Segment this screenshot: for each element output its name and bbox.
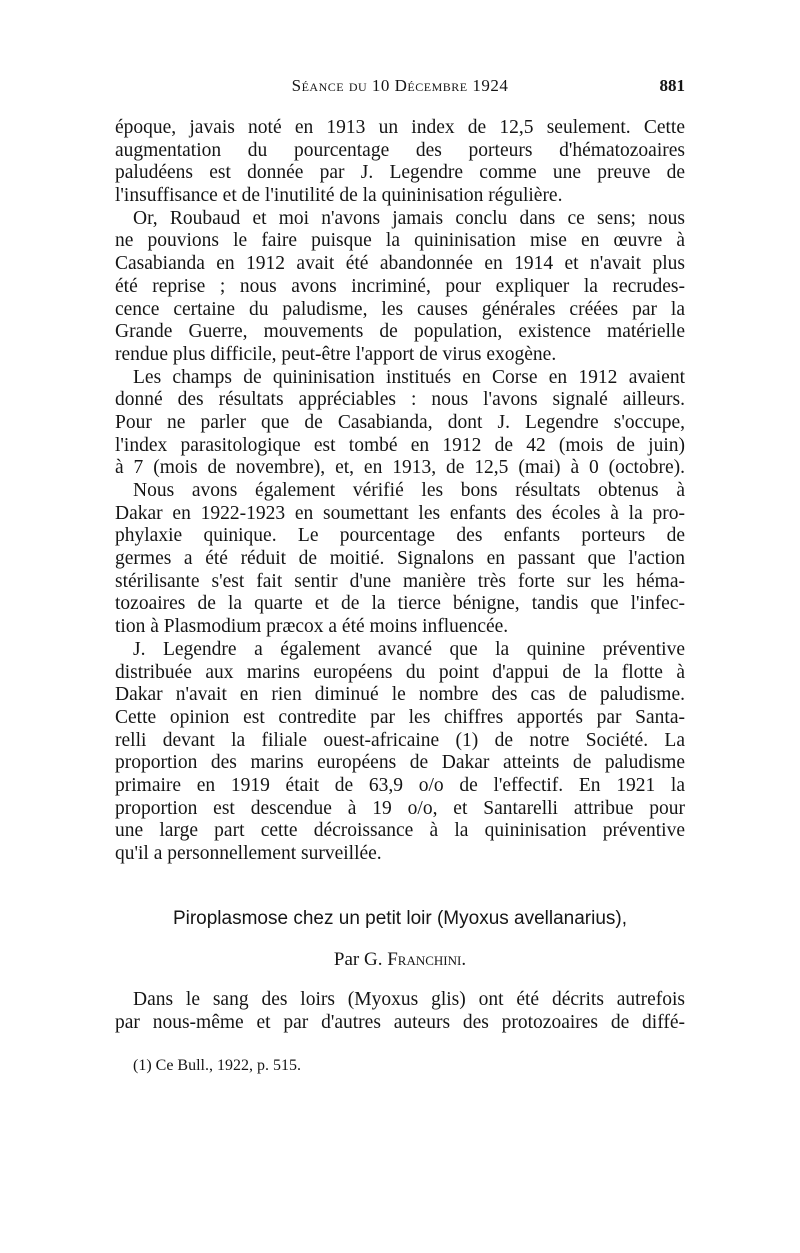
byline bbox=[115, 948, 685, 972]
text-line: ne pouvions le faire puisque la quininisation mise en œuvre à bbox=[115, 230, 685, 252]
text-line: une large part cette décroissance à la quininisation préventive bbox=[115, 820, 685, 842]
text-line: J. Legendre a également avancé que la quinine préventive bbox=[133, 638, 685, 660]
text-line: primaire en 1919 était de 63,9 o/o de l'effectif. En 1921 la bbox=[115, 774, 685, 796]
text-line: distribuée aux marins européens du point d'appui de la flotte à bbox=[115, 661, 685, 683]
text-line: paludéens est donnée par J. Legendre comme une preuve de bbox=[115, 162, 685, 184]
text-line: Cette opinion est contredite par les chiffres apportés par Santa- bbox=[115, 706, 685, 728]
text-line: donné des résultats appréciables : nous l'avons signalé ailleurs. bbox=[115, 389, 685, 411]
article-title: Piroplasmose chez un petit loir (Myoxus avellanarius), bbox=[172, 908, 628, 929]
text-line: été reprise ; nous avons incriminé, pour expliquer la recrudes- bbox=[115, 275, 685, 297]
body-text-top bbox=[115, 117, 685, 866]
text-line: l'insuffisance et de l'inutilité de la quininisation régulière. bbox=[115, 185, 563, 207]
text-line: Grande Guerre, mouvements de population, existence matérielle bbox=[115, 321, 685, 343]
page-number: 881 bbox=[659, 76, 685, 95]
text-line: par nous-même et par d'autres auteurs des protozoaires de diffé- bbox=[115, 1011, 685, 1033]
text-line: Casabianda en 1912 avait été abandonnée en 1914 et n'avait plus bbox=[115, 253, 685, 275]
text-line: Pour ne parler que de Casabianda, dont J. Legendre s'occupe, bbox=[115, 411, 685, 433]
text-line: l'index parasitologique est tombé en 1912 de 42 (mois de juin) bbox=[115, 434, 685, 456]
text-line: qu'il a personnellement surveillée. bbox=[115, 843, 382, 864]
text-line: à 7 (mois de novembre), et, en 1913, de 12,5 (mai) à 0 (octobre). bbox=[115, 457, 685, 479]
text-line: Dakar en 1922-1923 en soumettant les enfants des écoles à la pro- bbox=[115, 502, 685, 524]
text-line: Les champs de quininisation institués en Corse en 1912 avaient bbox=[133, 366, 685, 388]
author-name: Franchini. bbox=[387, 949, 467, 970]
text-line: tozoaires de la quarte et de la tierce bénigne, tandis que l'infec- bbox=[115, 593, 685, 615]
text-line: époque, javais noté en 1913 un index de 12,5 seulement. Cette bbox=[115, 117, 685, 138]
byline-prefix: Par G. bbox=[333, 949, 388, 970]
text-line: germes a été réduit de moitié. Signalons en passant que l'action bbox=[115, 548, 685, 570]
text-line: stérilisante s'est fait sentir d'une manière très forte sur les héma- bbox=[115, 570, 685, 592]
body-text-bottom bbox=[115, 989, 685, 1034]
text-line: rendue plus difficile, peut-être l'apport de virus exogène. bbox=[115, 343, 557, 365]
running-title: Séance du 10 Décembre 1924 bbox=[291, 76, 509, 95]
text-line: augmentation du pourcentage des porteurs d'hématozoaires bbox=[115, 139, 685, 161]
text-line: Dakar n'avait en rien diminué le nombre des cas de paludisme. bbox=[115, 684, 685, 706]
footnote: (1) Ce Bull., 1922, p. 515. bbox=[133, 1057, 301, 1074]
text-line: phylaxie quinique. Le pourcentage des enfants porteurs de bbox=[115, 525, 685, 547]
page-header bbox=[115, 76, 685, 100]
text-line: proportion des marins européens de Dakar atteints de paludisme bbox=[115, 752, 685, 774]
text-line: Nous avons également vérifié les bons résultats obtenus à bbox=[133, 480, 685, 501]
text-line: Or, Roubaud et moi n'avons jamais conclu dans ce sens; nous bbox=[133, 207, 685, 229]
text-line: relli devant la filiale ouest-africaine (1) de notre Société. La bbox=[115, 729, 685, 751]
text-line: proportion est descendue à 19 o/o, et Santarelli attribue pour bbox=[115, 797, 685, 819]
text-line: cence certaine du paludisme, les causes générales créées par la bbox=[115, 298, 685, 320]
text-line: Dans le sang des loirs (Myoxus glis) ont été décrits autrefois bbox=[133, 989, 685, 1010]
text-line: tion à Plasmodium præcox a été moins influencée. bbox=[115, 616, 509, 638]
